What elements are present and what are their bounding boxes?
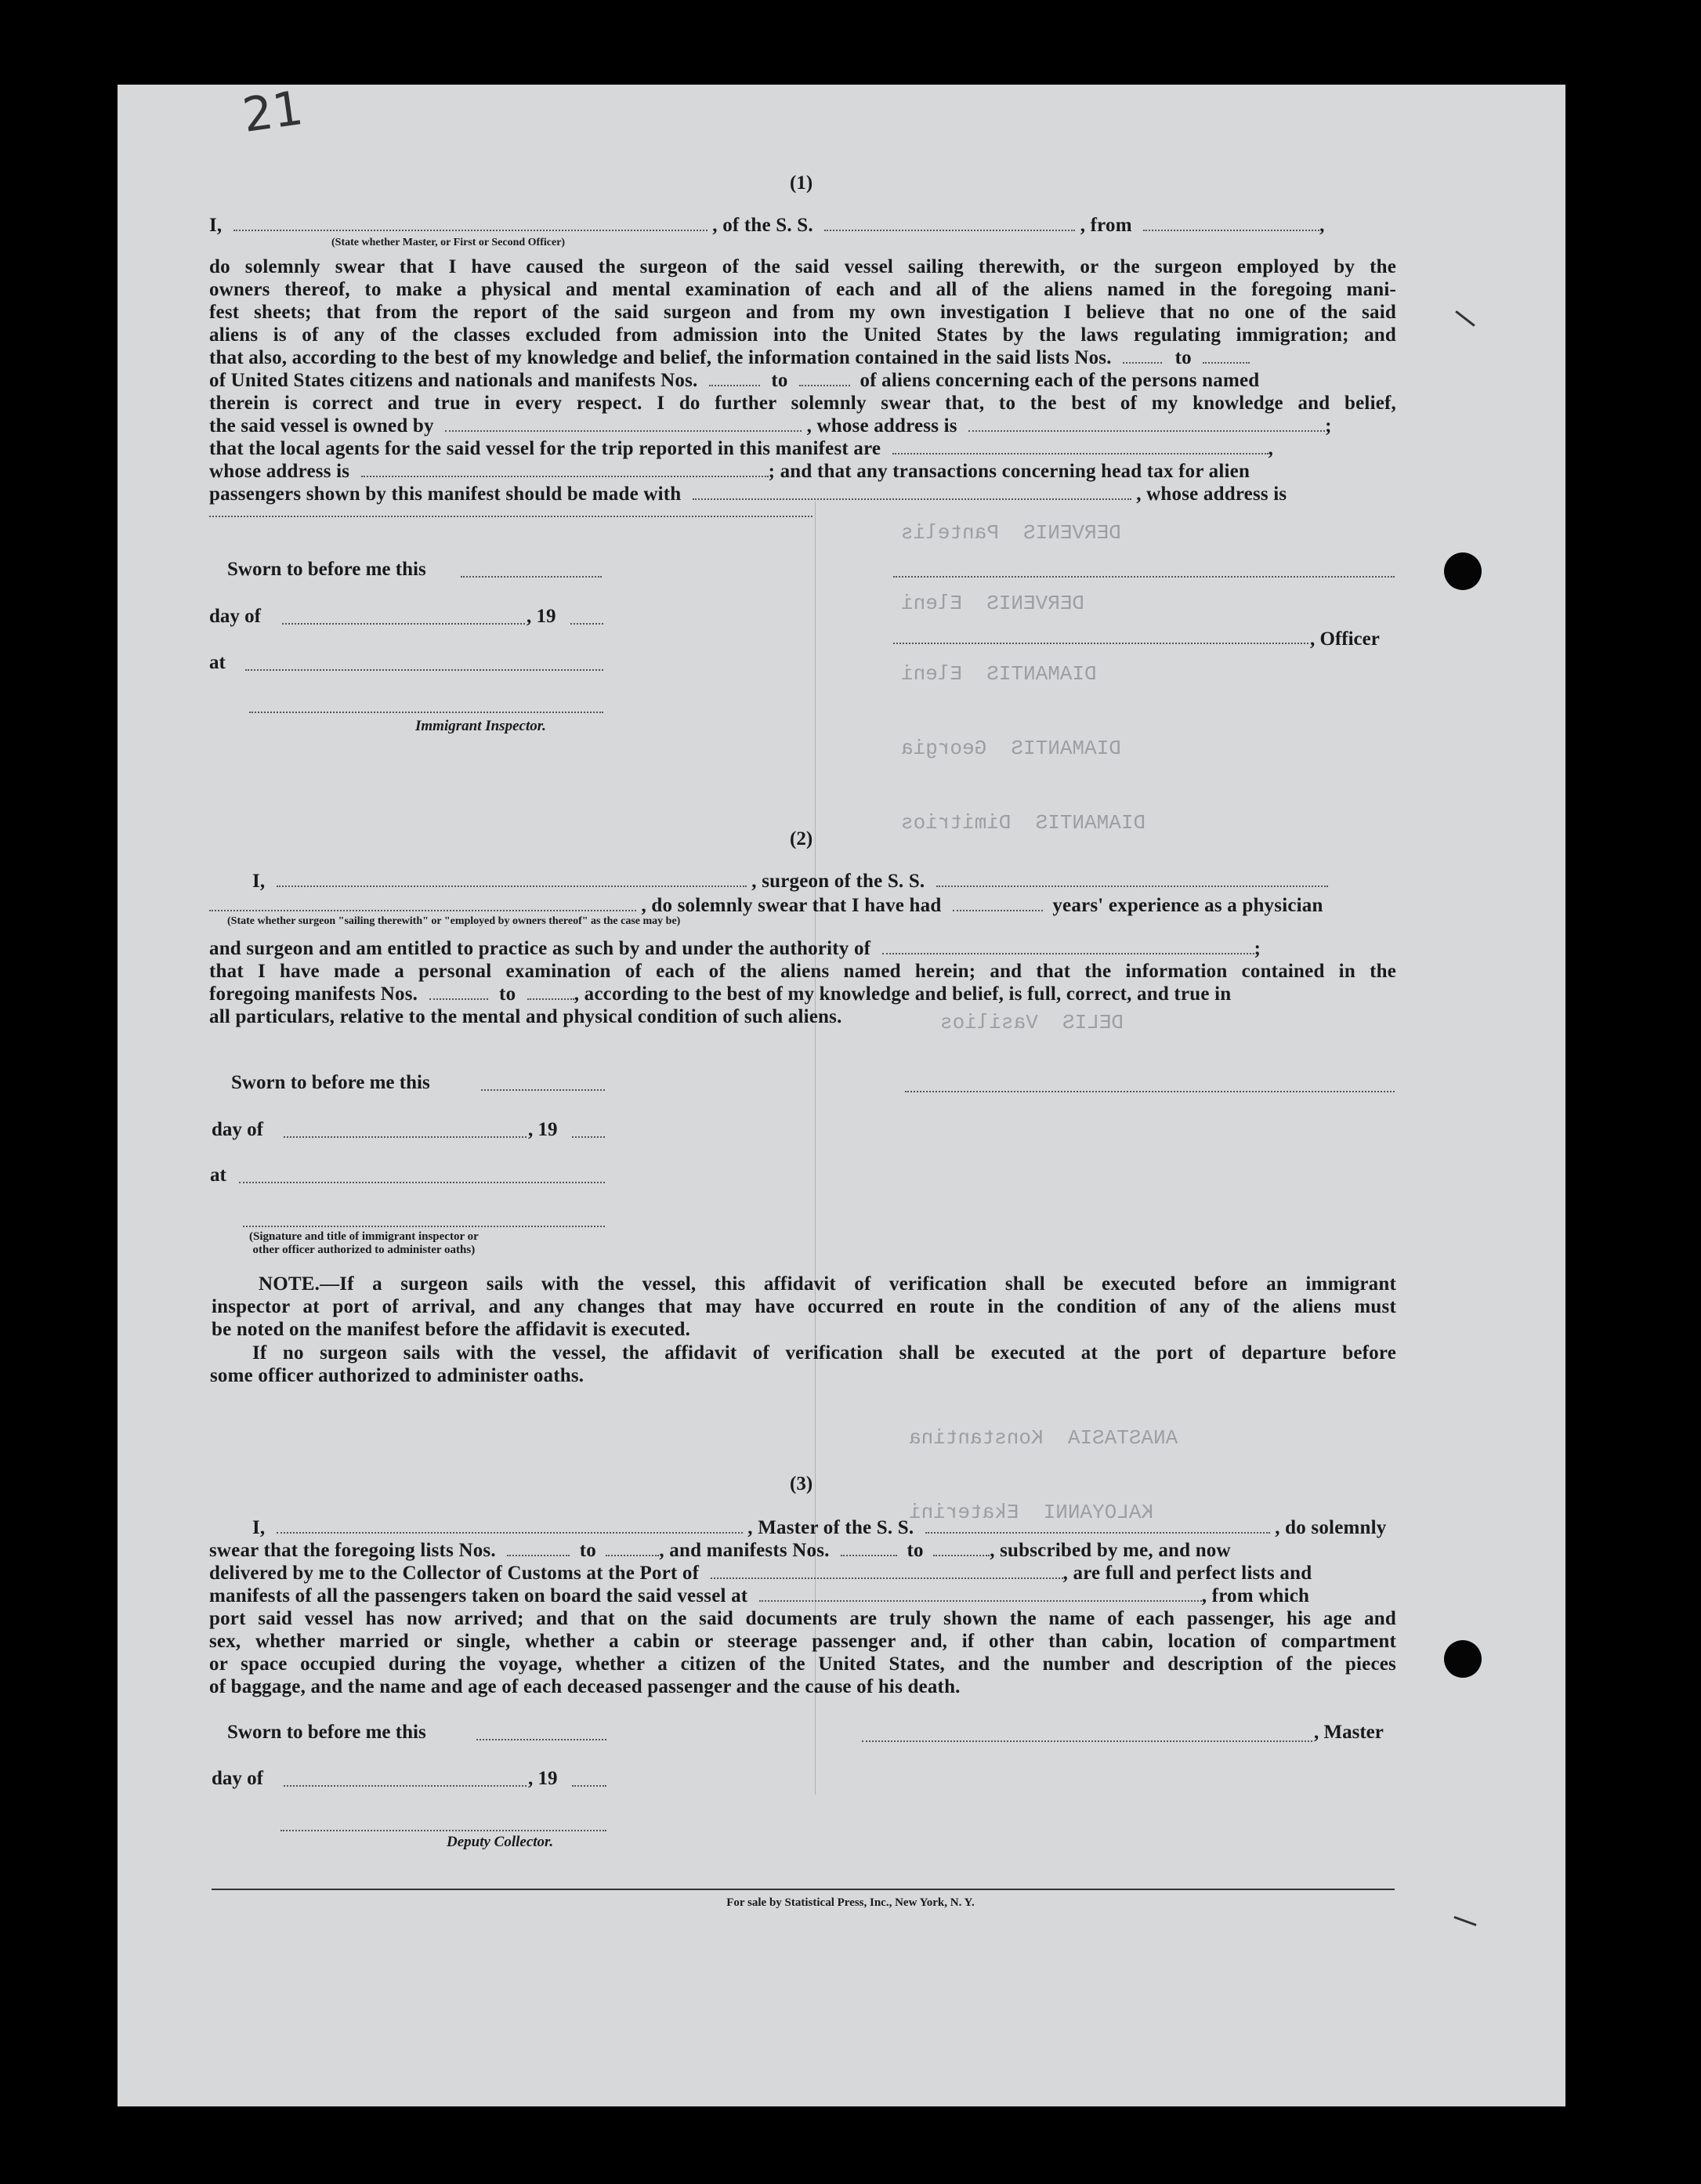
lists-to-field[interactable] bbox=[606, 1541, 659, 1556]
section3-taken-line bbox=[209, 1585, 1396, 1607]
of-ss-label: , of the S. S. bbox=[712, 215, 813, 236]
ship-name-field[interactable] bbox=[824, 216, 1075, 231]
whose-address-text: , whose address is bbox=[806, 415, 957, 436]
year-label: , 19 bbox=[527, 606, 556, 627]
taken-text: manifests of all the passengers taken on board the said vessel at bbox=[209, 1585, 748, 1606]
head-tax-address-field[interactable] bbox=[209, 514, 812, 517]
comma: , bbox=[1268, 438, 1274, 459]
signature-note bbox=[249, 1230, 479, 1257]
section1-body-line: do solemnly swear that I have caused the surgeon of the said vessel sailing therewith, or the surgeon employed by the bbox=[209, 256, 1396, 277]
to-label: to bbox=[579, 1540, 596, 1561]
signature-note-line: (Signature and title of immigrant inspector or bbox=[249, 1230, 479, 1243]
section2-manifests-line bbox=[209, 983, 1396, 1005]
master-ship-field[interactable] bbox=[925, 1518, 1270, 1534]
inspector-signature-field[interactable] bbox=[243, 1224, 605, 1227]
section1-number: (1) bbox=[790, 172, 813, 194]
manifests-text: foregoing manifests Nos. bbox=[209, 983, 418, 1005]
sworn-label: Sworn to before me this bbox=[231, 1072, 430, 1093]
year-field[interactable] bbox=[572, 1784, 606, 1787]
swear-text: swear that the foregoing lists Nos. bbox=[209, 1540, 496, 1561]
officer-label: , Officer bbox=[1310, 628, 1380, 650]
note-line: inspector at port of arrival, and any changes that may have occurred en route in the condition of any of the aliens must bbox=[212, 1296, 1396, 1317]
surgeon-note: (State whether surgeon "sailing therewith" or "employed by owners thereof" as the case may be) bbox=[227, 915, 681, 927]
from-which-text: , from which bbox=[1201, 1585, 1310, 1606]
section3-delivered-line bbox=[209, 1562, 1396, 1585]
section1-body-line: aliens is of any of the classes excluded from admission into the United States by the laws regulating immigration; and bbox=[209, 324, 1396, 346]
section1-body-line: fest sheets; that from the report of the said surgeon and from my own investigation I believe that no one of the said bbox=[209, 302, 1396, 323]
from-port-field[interactable] bbox=[1143, 216, 1319, 231]
bleed-through: DIAMANTIS Eleni bbox=[901, 662, 1097, 686]
officer-name-field[interactable] bbox=[233, 216, 708, 231]
semicolon: ; bbox=[1254, 938, 1261, 959]
years-field[interactable] bbox=[953, 896, 1043, 911]
note-line: be noted on the manifest before the affidavit is executed. bbox=[212, 1319, 691, 1340]
footer-text: For sale by Statistical Press, Inc., New York, N. Y. bbox=[726, 1896, 975, 1909]
authority-field[interactable] bbox=[882, 939, 1254, 954]
master-label: , Master bbox=[1314, 1722, 1384, 1743]
and-manifests-text: , and manifests Nos. bbox=[659, 1540, 830, 1561]
whose-address-text: whose address is bbox=[209, 461, 350, 482]
surgeon-ship-field[interactable] bbox=[936, 871, 1328, 887]
section1-body-line: therein is correct and true in every respect. I do further solemnly swear that, to the best of my knowledge and belief, bbox=[209, 393, 1396, 414]
owned-by-text: the said vessel is owned by bbox=[209, 415, 434, 436]
page-mark: 21 bbox=[239, 81, 306, 143]
surgeon-name-field[interactable] bbox=[277, 871, 747, 887]
at-place-field[interactable] bbox=[245, 668, 603, 671]
section2-particulars-line: all particulars, relative to the mental and physical condition of such aliens. bbox=[209, 1006, 842, 1027]
surgeon-manifests-to-field[interactable] bbox=[527, 984, 574, 1000]
years-text: years' experience as a physician bbox=[1052, 895, 1323, 916]
semicolon: ; bbox=[1325, 415, 1332, 436]
section3-lists-line bbox=[209, 1539, 1396, 1562]
inspector-caption: Immigrant Inspector. bbox=[415, 718, 546, 734]
bleed-through: KALOYANNI Ekaterini bbox=[909, 1501, 1154, 1524]
section3-number: (3) bbox=[790, 1473, 813, 1494]
sworn-date-field[interactable] bbox=[476, 1737, 606, 1740]
manifests-from-field[interactable] bbox=[709, 371, 760, 386]
sworn-date-field[interactable] bbox=[461, 574, 602, 578]
section3-body-line: of baggage, and the name and age of each deceased passenger and the cause of his death. bbox=[209, 1676, 961, 1697]
section1-owner-line bbox=[209, 415, 1396, 437]
agents-text: that the local agents for the said vessel for the trip reported in this manifest are bbox=[209, 438, 881, 459]
passengers-text: passengers shown by this manifest should be made with bbox=[209, 484, 682, 505]
i-label: I, bbox=[209, 215, 223, 236]
section2-authority-line bbox=[209, 937, 1396, 960]
section1-manifests-line bbox=[209, 369, 1396, 392]
lists-from-field[interactable] bbox=[1123, 348, 1162, 364]
note-line: NOTE.—If a surgeon sails with the vessel, this affidavit of verification shall be executed before an immigrant bbox=[259, 1273, 1396, 1295]
sworn-label: Sworn to before me this bbox=[227, 1722, 426, 1743]
day-of-label: day of bbox=[209, 606, 261, 627]
section2-exam-line: that I have made a personal examination of each of the aliens named herein; and that the information contained in the bbox=[209, 961, 1396, 982]
year-label: , 19 bbox=[528, 1119, 558, 1140]
surgeon-signature-field[interactable] bbox=[905, 1089, 1395, 1092]
manifests-text: of United States citizens and nationals and manifests Nos. bbox=[209, 370, 698, 391]
day-field[interactable] bbox=[282, 621, 525, 625]
port-field[interactable] bbox=[711, 1563, 1063, 1579]
surgeon-of-text: , surgeon of the S. S. bbox=[751, 871, 925, 892]
officer-signature-area[interactable] bbox=[893, 574, 1395, 578]
sworn-label: Sworn to before me this bbox=[227, 559, 426, 580]
day-of-label: day of bbox=[212, 1768, 263, 1789]
lists-to-field[interactable] bbox=[1203, 348, 1250, 364]
solemnly-text: , do solemnly swear that I have had bbox=[641, 895, 942, 916]
officer-signature-field[interactable] bbox=[893, 641, 1308, 644]
bleed-through: DERVENIS Eleni bbox=[901, 592, 1085, 615]
from-label: , from bbox=[1080, 215, 1132, 236]
surgeon-type-field[interactable] bbox=[209, 896, 636, 911]
year-field[interactable] bbox=[570, 621, 603, 625]
master-name-field[interactable] bbox=[277, 1518, 743, 1534]
to-label: to bbox=[1174, 347, 1192, 368]
signature-note-line: other officer authorized to administer oaths) bbox=[252, 1244, 476, 1256]
solemnly-text: , do solemnly bbox=[1275, 1517, 1387, 1538]
to-label: to bbox=[907, 1540, 924, 1561]
to-label: to bbox=[499, 983, 516, 1005]
section3-oath-line bbox=[209, 1516, 1396, 1539]
note-line: If no surgeon sails with the vessel, the affidavit of verification shall be executed at the port of departure before bbox=[252, 1342, 1396, 1364]
section2-experience-line bbox=[209, 894, 1396, 917]
comma: , bbox=[1319, 215, 1325, 236]
surgeon-manifests-from-field[interactable] bbox=[429, 984, 488, 1000]
section1-body-line: owners thereof, to make a physical and mental examination of each and all of the aliens named in the foregoing mani- bbox=[209, 279, 1396, 300]
collector-signature-field[interactable] bbox=[280, 1828, 606, 1831]
head-tax-party-field[interactable] bbox=[693, 484, 1131, 500]
bleed-through: DIAMANTIS Dimitrios bbox=[901, 811, 1146, 835]
manifests-to-field[interactable] bbox=[799, 371, 850, 386]
punch-hole bbox=[1444, 1640, 1482, 1678]
master-note: (State whether Master, or First or Second Officer) bbox=[331, 237, 566, 248]
at-place-field[interactable] bbox=[239, 1180, 605, 1183]
delivered-text: delivered by me to the Collector of Customs at the Port of bbox=[209, 1563, 700, 1584]
section3-body-line: port said vessel has now arrived; and that on the said documents are truly shown the name of each passenger, his age and bbox=[209, 1608, 1396, 1629]
to-label: to bbox=[771, 370, 788, 391]
master-signature-field[interactable] bbox=[862, 1739, 1312, 1742]
manifests-to-field[interactable] bbox=[933, 1541, 990, 1556]
bleed-through: ANASTASIA Konstantina bbox=[909, 1426, 1178, 1450]
section3-body-line: sex, whether married or single, whether a cabin or steerage passenger and, if other than cabin, location of compartment bbox=[209, 1631, 1396, 1652]
lists-text: that also, according to the best of my knowledge and belief, the information contained in the said lists Nos. bbox=[209, 347, 1112, 368]
i-label: I, bbox=[252, 871, 266, 892]
according-text: , according to the best of my knowledge and belief, is full, correct, and true in bbox=[574, 983, 1232, 1005]
section2-oath-line bbox=[209, 870, 1396, 893]
boarding-port-field[interactable] bbox=[759, 1586, 1202, 1602]
day-field[interactable] bbox=[284, 1784, 527, 1787]
agents-field[interactable] bbox=[892, 439, 1269, 455]
punch-hole bbox=[1444, 552, 1482, 590]
owner-address-field[interactable] bbox=[968, 416, 1325, 432]
inspector-signature-field[interactable] bbox=[249, 710, 603, 713]
of-aliens-text: of aliens concerning each of the persons named bbox=[860, 370, 1260, 391]
bleed-through: DERVENIS Pantelis bbox=[901, 521, 1121, 545]
owner-field[interactable] bbox=[445, 416, 802, 432]
head-tax-text: ; and that any transactions concerning head tax for alien bbox=[768, 461, 1250, 482]
section3-body-line: or space occupied during the voyage, whether a citizen of the United States, and the number and description of the pieces bbox=[209, 1653, 1396, 1675]
bleed-through: DELIS Vasilios bbox=[940, 1011, 1124, 1034]
year-field[interactable] bbox=[572, 1135, 605, 1138]
subscribed-text: , subscribed by me, and now bbox=[990, 1540, 1231, 1561]
section1-lists-line bbox=[209, 346, 1396, 369]
section2-number: (2) bbox=[790, 828, 813, 849]
lists-from-field[interactable] bbox=[507, 1541, 570, 1556]
i-label: I, bbox=[252, 1517, 266, 1538]
note-line: some officer authorized to administer oaths. bbox=[210, 1365, 584, 1386]
section1-oath-line bbox=[209, 214, 1396, 237]
whose-address-text: , whose address is bbox=[1136, 484, 1287, 505]
section1-passengers-line bbox=[209, 483, 1396, 505]
bleed-through: DIAMANTIS Georgia bbox=[901, 737, 1121, 760]
sworn-date-field[interactable] bbox=[481, 1088, 605, 1091]
day-of-label: day of bbox=[212, 1119, 263, 1140]
full-text: , are full and perfect lists and bbox=[1062, 1563, 1312, 1584]
section1-agents-address-line bbox=[209, 460, 1396, 483]
footer-rule bbox=[212, 1889, 1395, 1890]
manifests-from-field[interactable] bbox=[841, 1541, 897, 1556]
section1-agents-line bbox=[209, 437, 1396, 460]
master-of-text: , Master of the S. S. bbox=[747, 1517, 914, 1538]
agents-address-field[interactable] bbox=[361, 462, 769, 477]
authority-text: and surgeon and am entitled to practice as such by and under the authority of bbox=[209, 938, 871, 959]
at-label: at bbox=[210, 1164, 226, 1186]
year-label: , 19 bbox=[528, 1768, 558, 1789]
at-label: at bbox=[209, 652, 226, 673]
collector-caption: Deputy Collector. bbox=[447, 1834, 554, 1850]
day-field[interactable] bbox=[284, 1135, 527, 1138]
